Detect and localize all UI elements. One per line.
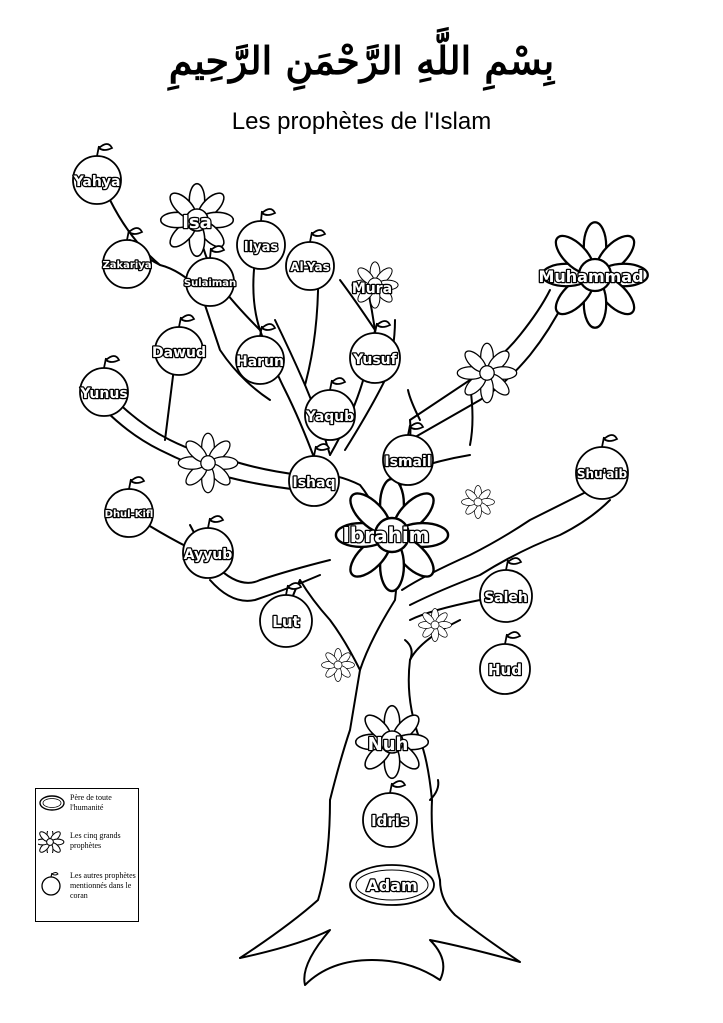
- small-flower-right: [457, 343, 516, 402]
- label-harun: Harun: [235, 354, 285, 370]
- tiny-flower-3: [462, 486, 495, 519]
- apple-ilyas: [237, 209, 285, 269]
- label-saleh: Saleh: [484, 590, 528, 606]
- label-adam: Adam: [366, 876, 418, 895]
- label-ibrahim: Ibrahim: [342, 523, 430, 547]
- tiny-flower-1: [322, 649, 355, 682]
- label-dawud: Dawud: [152, 345, 206, 361]
- label-yahya: Yahya: [73, 174, 121, 190]
- legend-row-father: [38, 793, 136, 819]
- label-hud: Hud: [488, 661, 522, 679]
- apple-zakariya: [103, 228, 151, 288]
- label-idris: Idris: [371, 812, 409, 830]
- label-yusuf: Yusuf: [353, 352, 397, 368]
- label-mura: Mura: [351, 281, 393, 297]
- page-title: Les prophètes de l'Islam: [231, 108, 492, 135]
- oval-icon: [38, 793, 68, 813]
- label-isa: Isa: [182, 212, 212, 233]
- legend-father-text: Père de toute l'humanité: [70, 793, 112, 812]
- label-sulaiman: Sulaiman: [183, 278, 237, 289]
- legend-five-great-text: Les cinq grands prophètes: [70, 831, 121, 850]
- label-ayyub: Ayyub: [183, 547, 233, 563]
- apple-icon: [38, 871, 68, 897]
- legend-row-five-great: [38, 831, 136, 857]
- apple-dhul-kifl: [105, 477, 153, 537]
- label-al-yas: Al-Yas: [290, 260, 330, 274]
- label-dhul-kifl: Dhul-Kifl: [104, 509, 154, 520]
- label-zakariya: Zakariya: [102, 260, 152, 271]
- label-ishaq: Ishaq: [292, 475, 336, 491]
- label-ismail: Ismail: [384, 454, 432, 470]
- label-shuaib: Shu'aib: [576, 467, 628, 481]
- decorative-flowers: [178, 343, 516, 681]
- small-flower-left: [178, 433, 237, 492]
- label-ilyas: Ilyas: [243, 240, 279, 255]
- label-yaqub: Yaqub: [305, 409, 355, 425]
- legend-others-text: Les autres prophètes mentionnés dans le coran: [70, 871, 136, 900]
- label-yunus: Yunus: [80, 386, 128, 402]
- tiny-flower-2: [419, 609, 452, 642]
- label-lut: Lut: [272, 613, 300, 631]
- legend-row-others: [38, 871, 136, 917]
- bismillah-heading: بِسْمِ اللَّهِ الرَّحْمَنِ الرَّحِيمِ: [168, 38, 555, 83]
- label-muhammad: Muhammad: [538, 267, 644, 286]
- flower-icon: [38, 831, 68, 853]
- legend: [35, 788, 139, 922]
- label-nuh: Nuh: [367, 734, 409, 755]
